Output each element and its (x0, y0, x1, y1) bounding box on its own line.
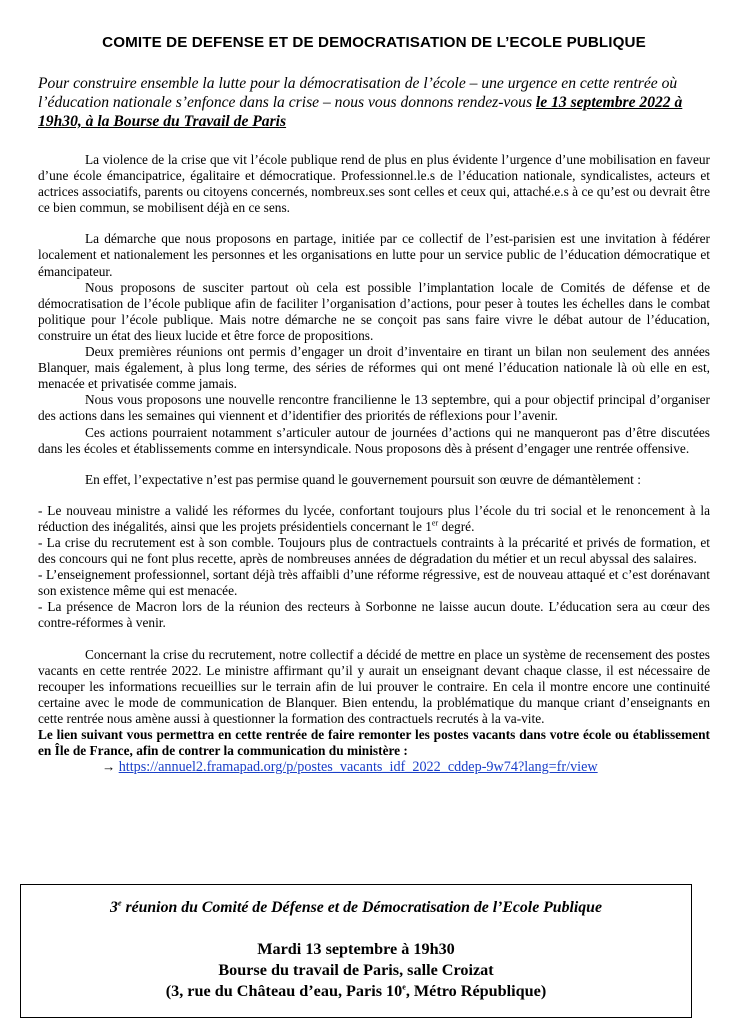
paragraph: Ces actions pourraient notamment s’articuler autour de journées d’actions qui ne manqueront pas d’être discutées dans les écoles et établissements comme en intersyndicale. Nous proposons dès à présent d’engager une rentrée offensive. (38, 424, 710, 456)
paragraph: Nous vous proposons une nouvelle rencontre francilienne le 13 septembre, qui a pour objectif principal d’organiser des actions dans les semaines qui viennent et d’identifier des priorités de réflexions pour l’avenir. (38, 392, 710, 424)
recruitment-paragraph: Concernant la crise du recrutement, notre collectif a décidé de mettre en place un système de recensement des postes vacants en cette rentrée 2022. Le ministre affirmant qu’il y aurait un enseignant devant chaque classe, il est nécessaire de recouper les informations recueillies sur le terrain afin de lui prouver le contraire. En cela il montre encore une continuité certaine avec le mode de communication de Blanquer. Bien entendu, la problématique du manque criant d’enseignants en cette rentrée nous amène aussi à questionner la formation des contractuels recrutés à la va-vite. (38, 646, 710, 726)
meeting-number-sup: e (117, 898, 122, 908)
paragraph: En effet, l’expectative n’est pas permise quand le gouvernement poursuit son œuvre de démantèlement : (85, 471, 641, 487)
meeting-date: Mardi 13 septembre à 19h30 (257, 940, 455, 958)
bullet-text-end: degré. (438, 518, 475, 534)
paragraph: Nous proposons de susciter partout où cela est possible l’implantation locale de Comités de défense et de démocratisation de l’école publique afin de faciliter l’organisation d’actions, pour peser à toutes les échelles dans le combat politique pour l’école publique. Mais notre démarche ne se conçoit pas sans faire vivre le débat autour de l’éducation, construire un état des lieux lucide et être force de propositions. (38, 279, 710, 343)
arrow-icon: → (102, 759, 116, 775)
bullet-item: - L’enseignement professionnel, sortant déjà très affaibli d’une réforme régressive, est de nouveau attaqué et c’est dorénavant son existence même qui est menacée. (38, 567, 710, 599)
intro-text: Pour construire ensemble la lutte pour la démocratisation de l’école – une urgence en cette rentrée où l’éducation nationale s’enfonce dans la crise – nous vous donnons rendez-vous (38, 75, 678, 111)
paragraph: La démarche que nous proposons en partage, initiée par ce collectif de l’est-parisien est une invitation à fédérer localement et nationalement les personnes et les organisations en lutte pour un service public de l’éducation démocratique et émancipateur. (38, 231, 710, 279)
meeting-number: 3 (110, 899, 118, 916)
intro-paragraph (38, 74, 710, 131)
link-line (38, 759, 710, 775)
document-title: COMITE DE DEFENSE ET DE DEMOCRATISATION DE L’ECOLE PUBLIQUE (102, 34, 646, 51)
meeting-address (21, 981, 691, 1002)
link-intro: Le lien suivant vous permettra en cette rentrée de faire remonter les postes vacants dans votre école ou établissement en Île de France, afin de contrer la communication du ministère : (38, 727, 710, 759)
document-body (38, 152, 710, 775)
meeting-venue: Bourse du travail de Paris, salle Croizat (218, 961, 494, 979)
paragraph: Deux premières réunions ont permis d’engager un droit d’inventaire en tirant un bilan non seulement des années Blanquer, mais également, à plus long terme, des séries de réformes qui ont mené l’éducation nationale là où elle en est, menacée et privatisée comme jamais. (38, 344, 710, 392)
meeting-title-text: réunion du Comité de Défense et de Démocratisation de l’Ecole Publique (121, 899, 602, 916)
bullet-sup: er (431, 518, 439, 528)
vacancies-link[interactable]: https://annuel2.framapad.org/p/postes_vacants_idf_2022_cddep-9w74?lang=fr/view (118, 759, 598, 776)
bullet-item (38, 503, 710, 535)
bullet-item: - La présence de Macron lors de la réunion des recteurs à Sorbonne ne laisse aucun doute. L’éducation sera au cœur des contre-réformes à venir. (38, 599, 710, 631)
bullet-item: - La crise du recrutement est à son comble. Toujours plus de contractuels contraints à la précarité et privés de formation, et des concours qui ne font plus recette, après de nombreuses années de dégradation du métier et un recul abyssal des salaires. (38, 534, 710, 567)
intro-date: le 13 septembre 2022 à 19h30, à la Bourse du Travail de Paris (38, 94, 683, 130)
address-sup: e (402, 982, 406, 992)
meeting-box (20, 884, 692, 1018)
address-text-end: , Métro République) (405, 982, 547, 1000)
bullet-text: - Le nouveau ministre a validé les réformes du lycée, confortant toujours plus l’école du tri social et le renoncement à la réduction des inégalités, ainsi que les projets présidentiels concernant le 1 (38, 502, 710, 534)
address-text: (3, rue du Château d’eau, Paris 10 (165, 982, 403, 1000)
paragraph: La violence de la crise que vit l’école publique rend de plus en plus évidente l’urgence d’une mobilisation en faveur d’une école émancipatrice, égalitaire et démocratique. Professionnel.le.s de l’éducation nationale, syndicalistes, acteurs et actrices associatifs, parents ou citoyens concernés, nombreux.ses sont celles et ceux qui, attaché.e.s à ce qu’est ou devrait être ce bien commun, se mobilisent déjà en ce sens. (38, 152, 710, 216)
meeting-title (21, 899, 691, 917)
